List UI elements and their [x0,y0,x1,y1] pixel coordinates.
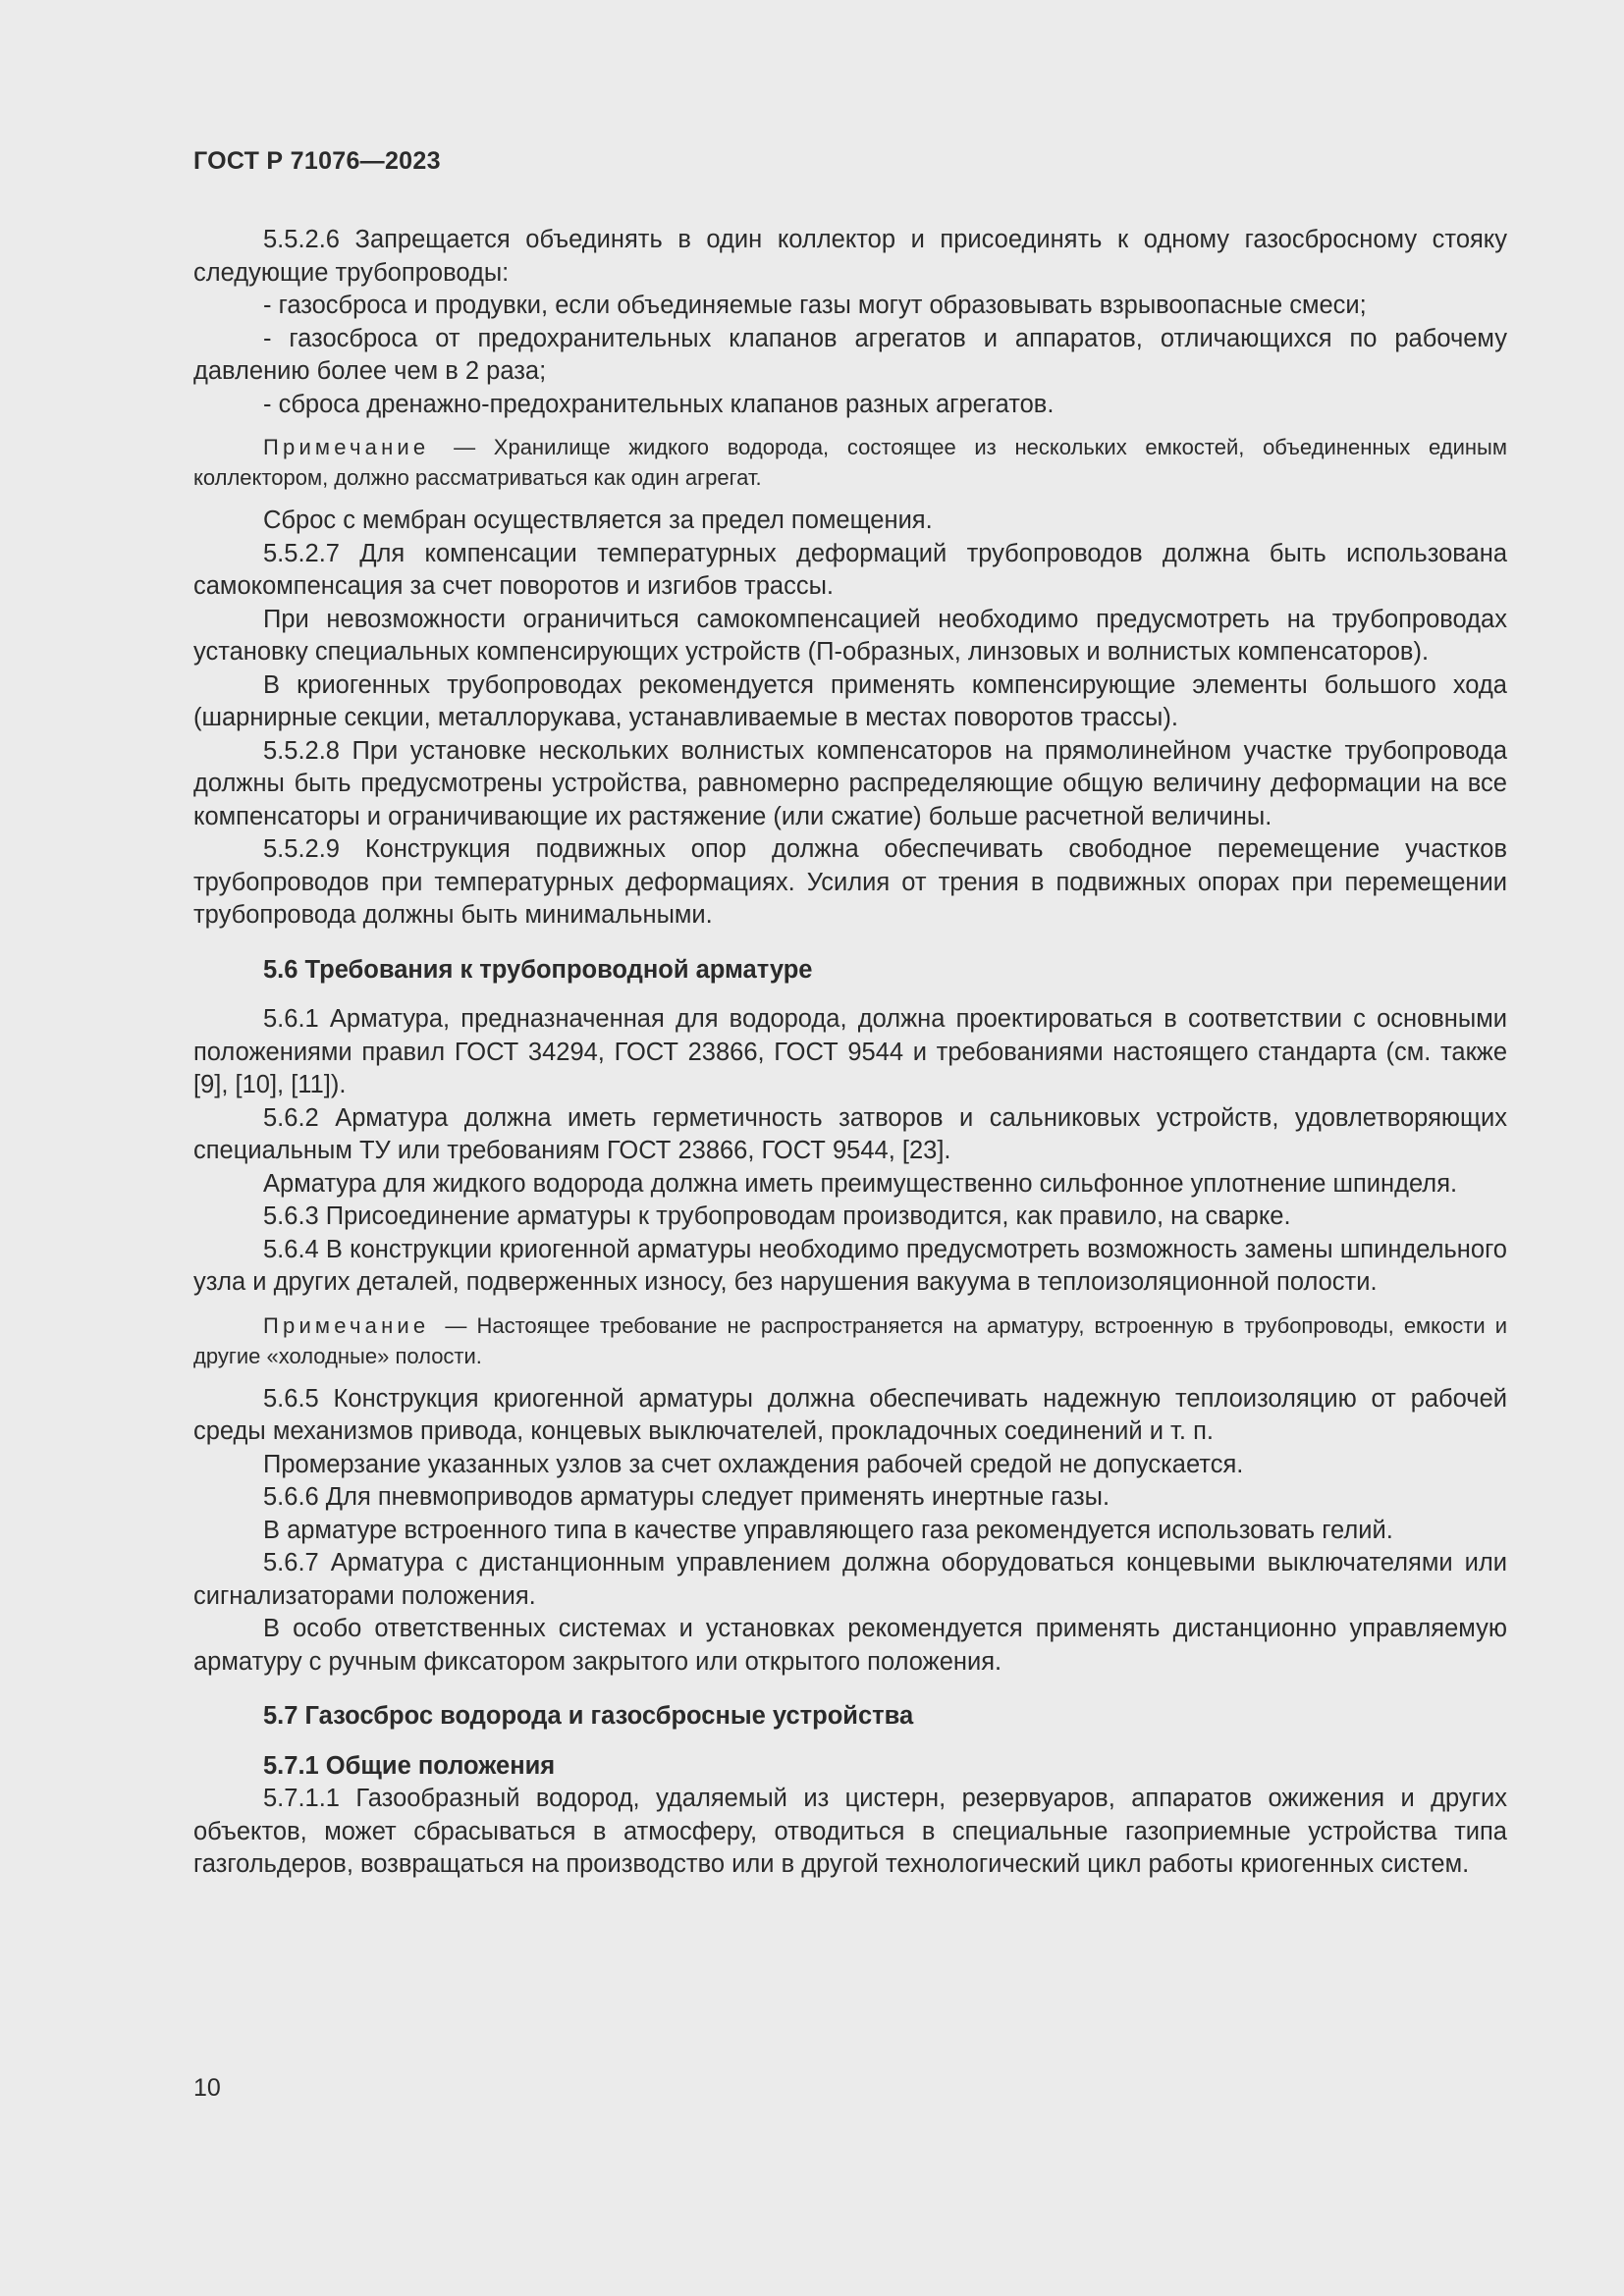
subsection-heading-5-7-1: 5.7.1 Общие положения [263,1751,556,1780]
clause-5-5-2-7: 5.5.2.7 Для компенсации температурных деформаций трубопроводов должна быть использована самокомпенсация за счет поворотов и изгибов трассы. [193,539,1507,600]
document-body [193,224,1507,1882]
page-number: 10 [193,2074,221,2102]
clause-5-6-7: 5.6.7 Арматура с дистанционным управлением должна оборудоваться концевыми выключателями или сигнализаторами положения. [193,1549,1507,1610]
paragraph: При невозможности ограничиться самокомпенсацией необходимо предусмотреть на трубопроводах установку специальных компенсирующих устройств (П-образных, линзовых и волнистых компенсаторов). [193,605,1507,666]
paragraph: Арматура для жидкого водорода должна иметь преимущественно сильфонное уплотнение шпинделя. [263,1169,1458,1198]
paragraph: В криогенных трубопроводах рекомендуется применять компенсирующие элементы большого хода (шарнирные секции, металлорукава, устанавливаемые в местах поворотов трассы). [193,670,1507,731]
list-item: - газосброса от предохранительных клапанов агрегатов и аппаратов, отличающихся по рабочему давлению более чем в 2 раза; [193,324,1507,385]
clause-5-5-2-6: 5.5.2.6 Запрещается объединять в один коллектор и присоединять к одному газосбросному стояку следующие трубопроводы: [193,226,1507,287]
clause-5-7-1-1: 5.7.1.1 Газообразный водород, удаляемый из цистерн, резервуаров, аппаратов ожижения и других объектов, может сбрасываться в атмосферу, отводиться в специальные газоприемные устройства типа газгольдеров, возвращаться на производство или в другой технологический цикл работы криогенных систем. [193,1785,1507,1878]
note-text: — Настоящее требование не распространяется на арматуру, встроенную в трубопроводы, емкости и другие «холодные» полости. [193,1312,1507,1368]
note-paragraph [193,432,1507,493]
clause-5-6-5: 5.6.5 Конструкция криогенной арматуры должна обеспечивать надежную теплоизоляцию от рабочей среды механизмов привода, концевых выключателей, прокладочных соединений и т. п. [193,1384,1507,1445]
paragraph: В арматуре встроенного типа в качестве управляющего газа рекомендуется использовать гелий. [263,1516,1393,1544]
note-label: Примечание [263,1312,430,1338]
clause-5-6-4: 5.6.4 В конструкции криогенной арматуры необходимо предусмотреть возможность замены шпиндельного узла и других деталей, подверженных износу, без нарушения вакуума в теплоизоляционной полости. [193,1235,1507,1296]
note-text: — Хранилище жидкого водорода, состоящее из нескольких емкостей, объединенных единым коллектором, должно рассматриваться как один агрегат. [193,435,1507,490]
note-label: Примечание [263,435,430,459]
paragraph: Сброс с мембран осуществляется за предел помещения. [263,507,933,534]
clause-5-6-2: 5.6.2 Арматура должна иметь герметичность затворов и сальниковых устройств, удовлетворяющих специальным ТУ или требованиям ГОСТ 23866, ГОСТ 9544, [23]. [193,1103,1507,1164]
clause-5-6-6: 5.6.6 Для пневмоприводов арматуры следует применять инертные газы. [263,1483,1110,1511]
note-paragraph [193,1310,1507,1371]
clause-5-5-2-8: 5.5.2.8 При установке нескольких волнистых компенсаторов на прямолинейном участке трубопровода должны быть предусмотрены устройства, равномерно распределяющие общую величину деформации на все компенсаторы и ограничивающие их растяжение (или сжатие) больше расчетной величины. [193,736,1507,830]
section-heading-5-6: 5.6 Требования к трубопроводной арматуре [263,955,813,984]
section-heading-5-7: 5.7 Газосброс водорода и газосбросные устройства [263,1702,914,1730]
clause-5-6-3: 5.6.3 Присоединение арматуры к трубопроводам производится, как правило, на сварке. [263,1202,1291,1230]
paragraph: Промерзание указанных узлов за счет охлаждения рабочей средой не допускается. [263,1450,1244,1478]
paragraph: В особо ответственных системах и установках рекомендуется применять дистанционно управляемую арматуру с ручным фиксатором закрытого или открытого положения. [193,1615,1507,1676]
list-item: - сброса дренажно-предохранительных клапанов разных агрегатов. [263,390,1055,418]
clause-5-6-1: 5.6.1 Арматура, предназначенная для водорода, должна проектироваться в соответствии с основными положениями правил ГОСТ 34294, ГОСТ 23866, ГОСТ 9544 и требованиями настоящего стандарта (см. также [9], [10], [11]). [193,1005,1507,1098]
list-item: - газосброса и продувки, если объединяемые газы могут образовывать взрывоопасные смеси; [263,292,1367,319]
document-code-header: ГОСТ Р 71076—2023 [193,147,441,175]
clause-5-5-2-9: 5.5.2.9 Конструкция подвижных опор должна обеспечивать свободное перемещение участков трубопроводов при температурных деформациях. Усилия от трения в подвижных опорах при перемещении трубопровода должны быть минимальными. [193,835,1507,929]
